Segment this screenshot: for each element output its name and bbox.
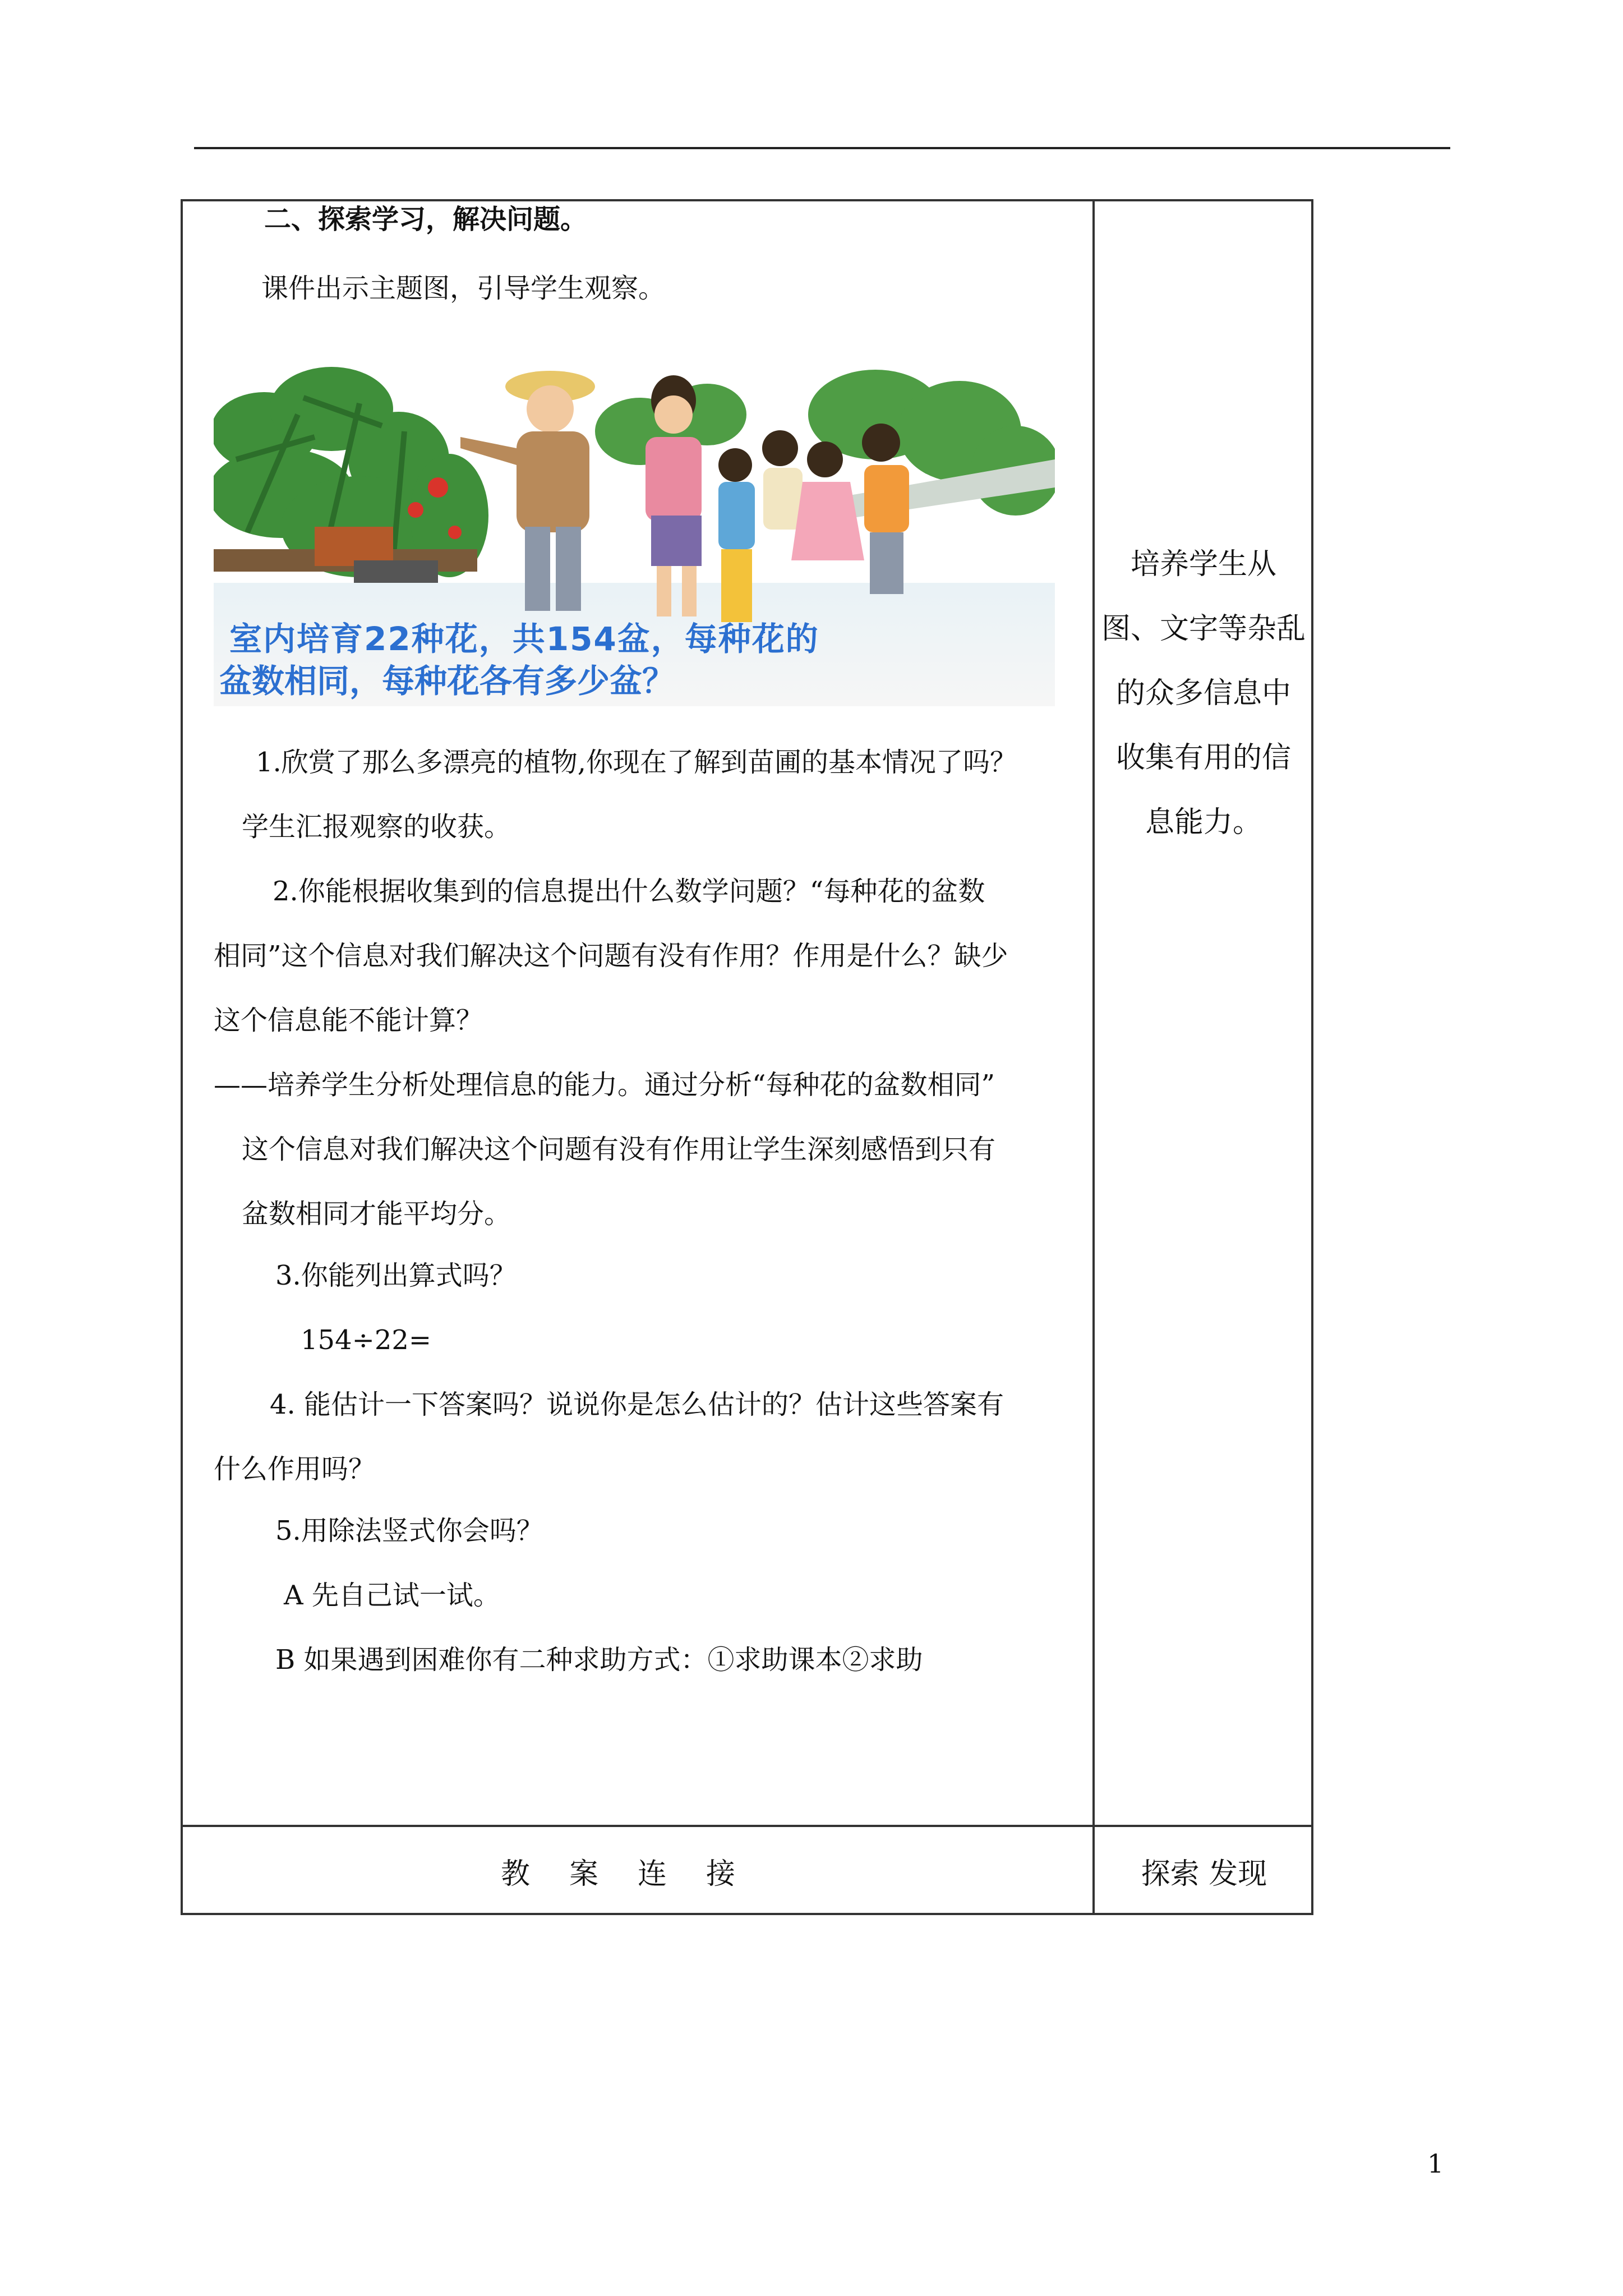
side-note-line: 的众多信息中 xyxy=(1115,677,1291,710)
lesson-table xyxy=(181,199,1313,1915)
question-5: 5.用除法竖式你会吗？ xyxy=(275,1515,543,1547)
intro-text: 课件出示主题图，引导学生观察。 xyxy=(261,273,666,304)
page-number: 1 xyxy=(1427,2148,1444,2179)
question-1: 1.欣赏了那么多漂亮的植物,你现在了解到苗圃的基本情况了吗？ xyxy=(256,747,1017,778)
side-note-line: 培养学生从 xyxy=(1130,547,1276,581)
section-title: 二、探索学习，解决问题。 xyxy=(264,204,588,235)
question-2-note-line3: 盆数相同才能平均分。 xyxy=(242,1198,511,1230)
question-1-answer: 学生汇报观察的收获。 xyxy=(242,811,511,843)
side-note-line: 收集有用的信 xyxy=(1115,741,1291,775)
side-note-line: 图、文字等杂乱 xyxy=(1101,612,1306,646)
question-4-line2: 什么作用吗？ xyxy=(214,1453,376,1485)
question-2-line3: 这个信息能不能计算？ xyxy=(214,1005,483,1036)
footer-explore: 探索 发现 xyxy=(1141,1857,1267,1891)
question-3: 3.你能列出算式吗？ xyxy=(275,1260,517,1291)
column-divider xyxy=(1092,201,1095,1913)
illustration-caption-line2: 盆数相同，每种花各有多少盆？ xyxy=(219,662,675,700)
side-note xyxy=(1096,532,1311,855)
illustration-caption-line1: 室内培育22种花，共154盆，每种花的 xyxy=(229,620,819,658)
question-2-note-line1: ——培养学生分析处理信息的能力。通过分析“每种花的盆数相同” xyxy=(214,1069,995,1101)
question-2-note-line2: 这个信息对我们解决这个问题有没有作用让学生深刻感悟到只有 xyxy=(242,1134,996,1165)
header-rule xyxy=(194,147,1450,149)
greenhouse-scene-image xyxy=(214,347,1055,706)
side-note-line: 息能力。 xyxy=(1145,806,1262,839)
division-formula: 154÷22= xyxy=(301,1324,432,1356)
theme-illustration xyxy=(214,347,1055,706)
question-4-line1: 4. 能估计一下答案吗？说说你是怎么估计的？估计这些答案有 xyxy=(270,1389,1004,1420)
question-2-line1: 2.你能根据收集到的信息提出什么数学问题？“每种花的盆数 xyxy=(273,876,985,907)
footer-lesson-link: 教案连接 xyxy=(500,1857,774,1891)
question-5-option-b: B 如果遇到困难你有二种求助方式：①求助课本②求助 xyxy=(275,1644,923,1676)
question-5-option-a: A 先自己试一试。 xyxy=(284,1580,500,1611)
question-2-line2: 相同”这个信息对我们解决这个问题有没有作用？作用是什么？缺少 xyxy=(214,940,1008,972)
